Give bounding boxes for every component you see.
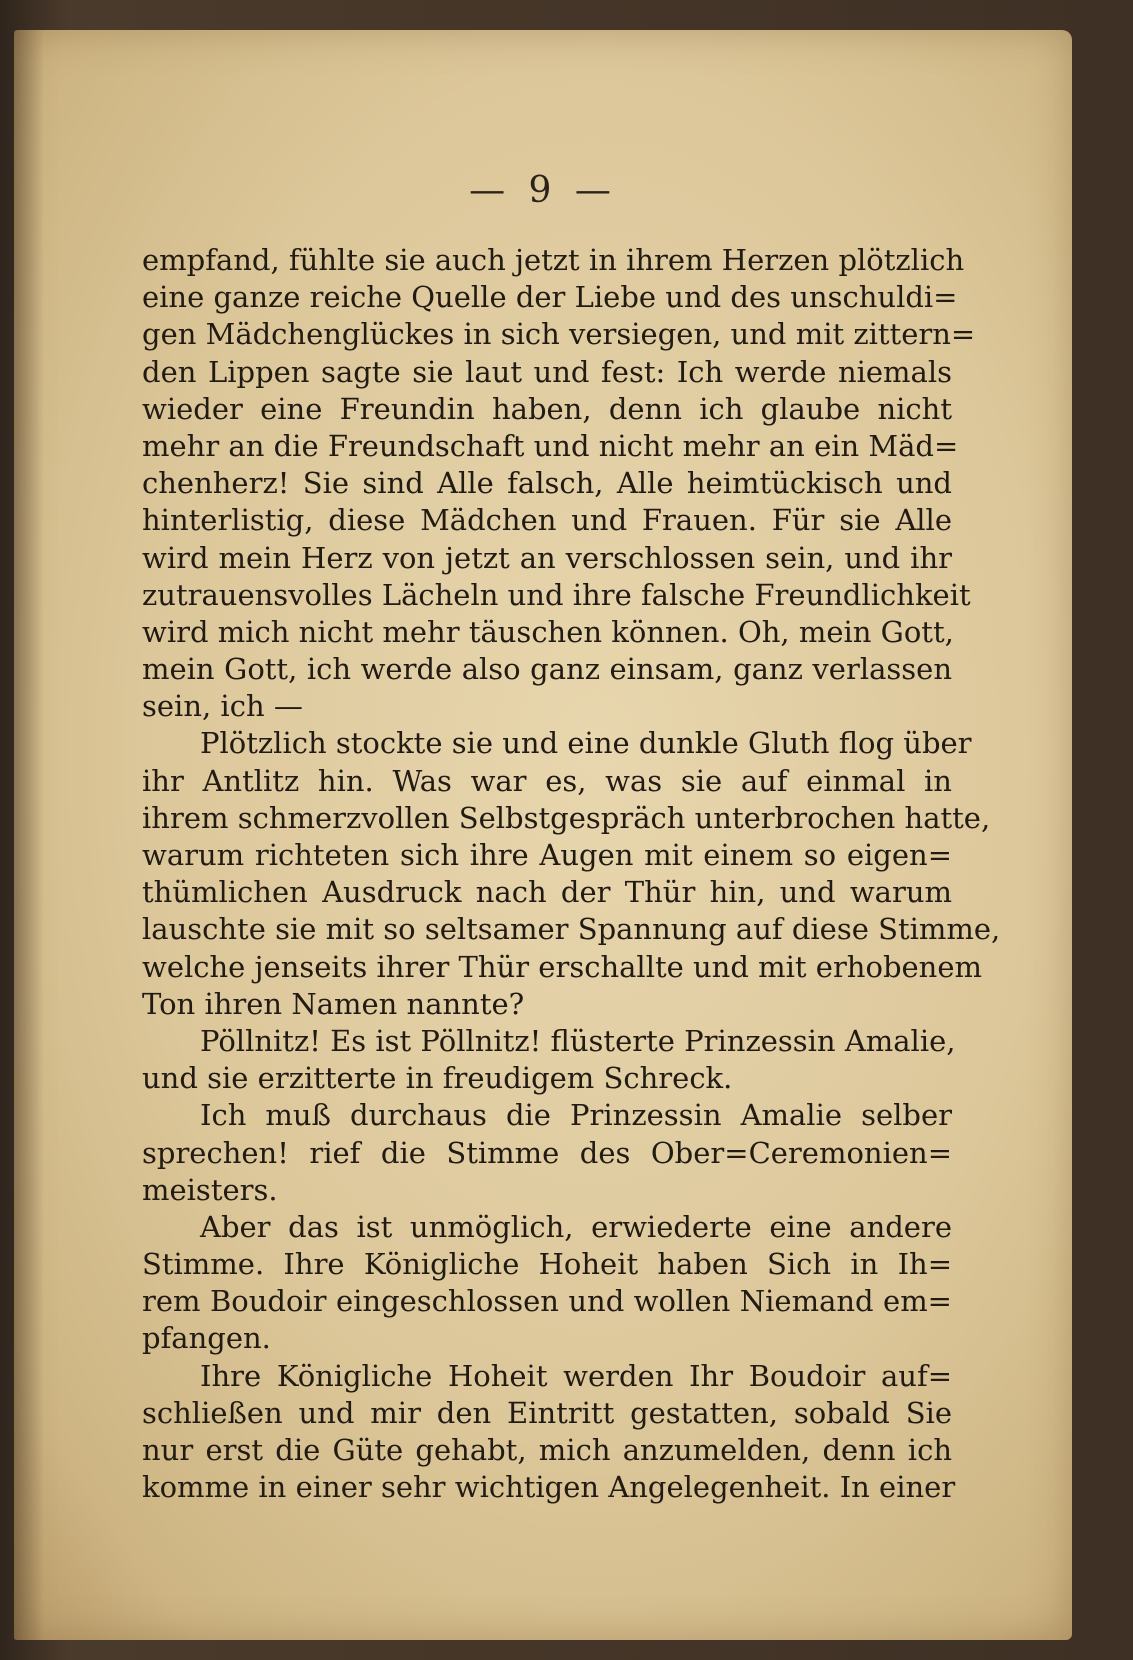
text-line: den Lippen sagte sie laut und fest: Ich werde niemals	[142, 354, 952, 389]
text-line: lauschte sie mit so seltsamer Spannung auf diese Stimme,	[142, 912, 1001, 947]
text-line: Ich muß durchaus die Prinzessin Amalie selber	[200, 1098, 952, 1133]
text-line: zutrauensvolles Lächeln und ihre falsche Freundlichkeit	[142, 577, 971, 612]
body-text	[142, 242, 1001, 1506]
book-page	[14, 30, 1072, 1640]
text-line: komme in einer sehr wichtigen Angelegenheit. In einer	[142, 1470, 956, 1505]
text-line: warum richteten sich ihre Augen mit einem so eigen=	[142, 838, 952, 872]
text-line: Stimme. Ihre Königliche Hoheit haben Sich in Ih=	[142, 1247, 952, 1282]
text-line: pfangen.	[142, 1321, 271, 1356]
text-line: welche jenseits ihrer Thür erschallte und mit erhobenem	[142, 949, 983, 984]
text-line: empfand, fühlte sie auch jetzt in ihrem Herzen plötzlich	[142, 243, 965, 277]
text-line: gen Mädchenglückes in sich versiegen, und mit zittern=	[142, 317, 976, 352]
text-line: sein, ich —	[142, 689, 303, 724]
text-line: sprechen! rief die Stimme des Ober=Ceremonien=	[142, 1135, 952, 1170]
text-line: hinterlistig, diese Mädchen und Frauen. Für sie Alle	[142, 503, 952, 538]
text-line: Ihre Königliche Hoheit werden Ihr Boudoir auf=	[200, 1358, 952, 1393]
text-line: meisters.	[142, 1172, 278, 1207]
text-line: Ton ihren Namen nannte?	[142, 986, 525, 1021]
page-gutter-shadow	[14, 30, 44, 1640]
text-line: rem Boudoir eingeschlossen und wollen Niemand em=	[142, 1284, 952, 1319]
page-number: — 9 —	[469, 170, 617, 211]
text-line: nur erst die Güte gehabt, mich anzumelden, denn ich	[142, 1433, 952, 1467]
text-line: thümlichen Ausdruck nach der Thür hin, und warum	[142, 875, 952, 910]
text-line: mehr an die Freundschaft und nicht mehr an ein Mäd=	[142, 428, 959, 463]
text-line: wird mich nicht mehr täuschen können. Oh, mein Gott,	[142, 614, 954, 649]
text-line: mein Gott, ich werde also ganz einsam, ganz verlassen	[142, 652, 952, 687]
text-line: wird mein Herz von jetzt an verschlossen sein, und ihr	[142, 540, 952, 575]
text-line: ihr Antlitz hin. Was war es, was sie auf einmal in	[142, 763, 952, 798]
text-line: Aber das ist unmöglich, erwiederte eine andere	[200, 1209, 952, 1244]
text-line: Pöllnitz! Es ist Pöllnitz! flüsterte Prinzessin Amalie,	[200, 1023, 956, 1058]
text-line: und sie erzitterte in freudigem Schreck.	[142, 1061, 733, 1096]
text-line: schließen und mir den Eintritt gestatten, sobald Sie	[142, 1395, 952, 1430]
text-line: Plötzlich stockte sie und eine dunkle Gluth flog über	[200, 726, 972, 761]
text-line: eine ganze reiche Quelle der Liebe und des unschuldi=	[142, 280, 958, 315]
text-line: wieder eine Freundin haben, denn ich glaube nicht	[142, 391, 952, 426]
text-line: ihrem schmerzvollen Selbstgespräch unterbrochen hatte,	[142, 800, 991, 835]
text-line: chenherz! Sie sind Alle falsch, Alle heimtückisch und	[142, 466, 952, 501]
